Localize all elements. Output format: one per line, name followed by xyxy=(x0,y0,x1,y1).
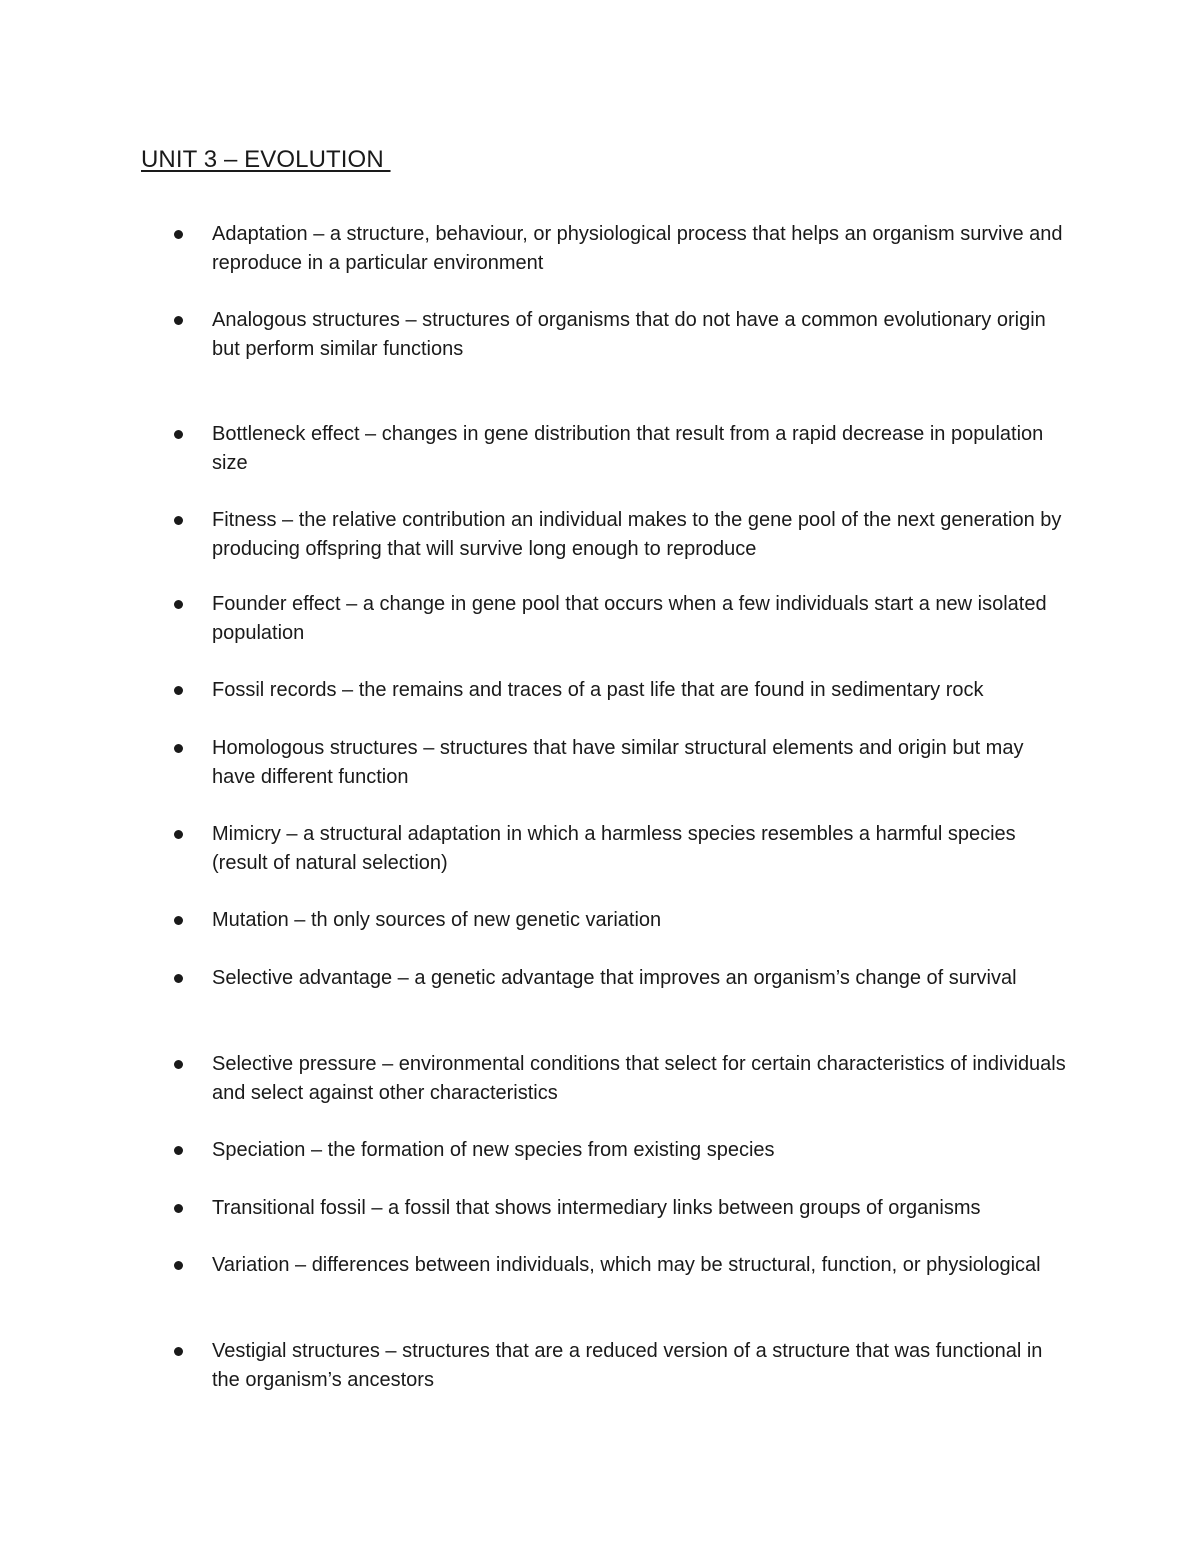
bullet-icon xyxy=(174,916,183,925)
list-item-text: Speciation – the formation of new species from existing species xyxy=(212,1139,775,1161)
list-item xyxy=(212,1050,1072,1108)
page-title: UNIT 3 – EVOLUTION xyxy=(141,146,391,173)
list-item xyxy=(212,734,1072,792)
list-item xyxy=(212,964,1072,993)
bullet-icon xyxy=(174,1146,183,1155)
bullet-icon xyxy=(174,316,183,325)
list-item xyxy=(212,506,1072,564)
list-item-text: Mutation – th only sources of new genetic variation xyxy=(212,909,662,931)
bullet-icon xyxy=(174,830,183,839)
list-item xyxy=(212,820,1072,878)
list-item-text: Fitness – the relative contribution an individual makes to the gene pool of the next generation by producing offspring that will survive long enough to reproduce xyxy=(212,509,1062,560)
list-item-text: Mimicry – a structural adaptation in which a harmless species resembles a harmful species (result of natural selection) xyxy=(212,823,1016,874)
bullet-icon xyxy=(174,1347,183,1356)
bullet-icon xyxy=(174,974,183,983)
bullet-icon xyxy=(174,1261,183,1270)
list-item xyxy=(212,1136,1072,1165)
list-item-text: Analogous structures – structures of organisms that do not have a common evolutionary origin but perform similar functions xyxy=(212,309,1046,360)
list-item xyxy=(212,676,1072,705)
bullet-icon xyxy=(174,686,183,695)
list-item xyxy=(212,1194,1072,1223)
list-item-text: Founder effect – a change in gene pool that occurs when a few individuals start a new isolated population xyxy=(212,593,1047,644)
list-item-text: Transitional fossil – a fossil that shows intermediary links between groups of organisms xyxy=(212,1197,981,1219)
bullet-icon xyxy=(174,430,183,439)
list-item xyxy=(212,906,1072,935)
list-item xyxy=(212,220,1072,278)
list-item-text: Vestigial structures – structures that are a reduced version of a structure that was functional in the organism’s ancestors xyxy=(212,1340,1043,1391)
bullet-icon xyxy=(174,744,183,753)
bullet-icon xyxy=(174,516,183,525)
list-item-text: Homologous structures – structures that have similar structural elements and origin but may have different function xyxy=(212,737,1024,788)
list-item xyxy=(212,306,1072,364)
list-item-text: Selective pressure – environmental conditions that select for certain characteristics of individuals and select against other characteristics xyxy=(212,1053,1066,1104)
bullet-icon xyxy=(174,600,183,609)
list-item-text: Fossil records – the remains and traces of a past life that are found in sedimentary rock xyxy=(212,679,984,701)
bullet-icon xyxy=(174,1204,183,1213)
list-item xyxy=(212,1251,1072,1280)
list-item xyxy=(212,420,1072,478)
bullet-icon xyxy=(174,230,183,239)
list-item-text: Variation – differences between individuals, which may be structural, function, or physiological xyxy=(212,1254,1041,1276)
list-item-text: Adaptation – a structure, behaviour, or physiological process that helps an organism survive and reproduce in a particular environment xyxy=(212,223,1063,274)
bullet-icon xyxy=(174,1060,183,1069)
list-item-text: Bottleneck effect – changes in gene distribution that result from a rapid decrease in population size xyxy=(212,423,1044,474)
list-item-text: Selective advantage – a genetic advantage that improves an organism’s change of survival xyxy=(212,967,1017,989)
list-item xyxy=(212,1337,1072,1395)
list-item xyxy=(212,590,1072,648)
